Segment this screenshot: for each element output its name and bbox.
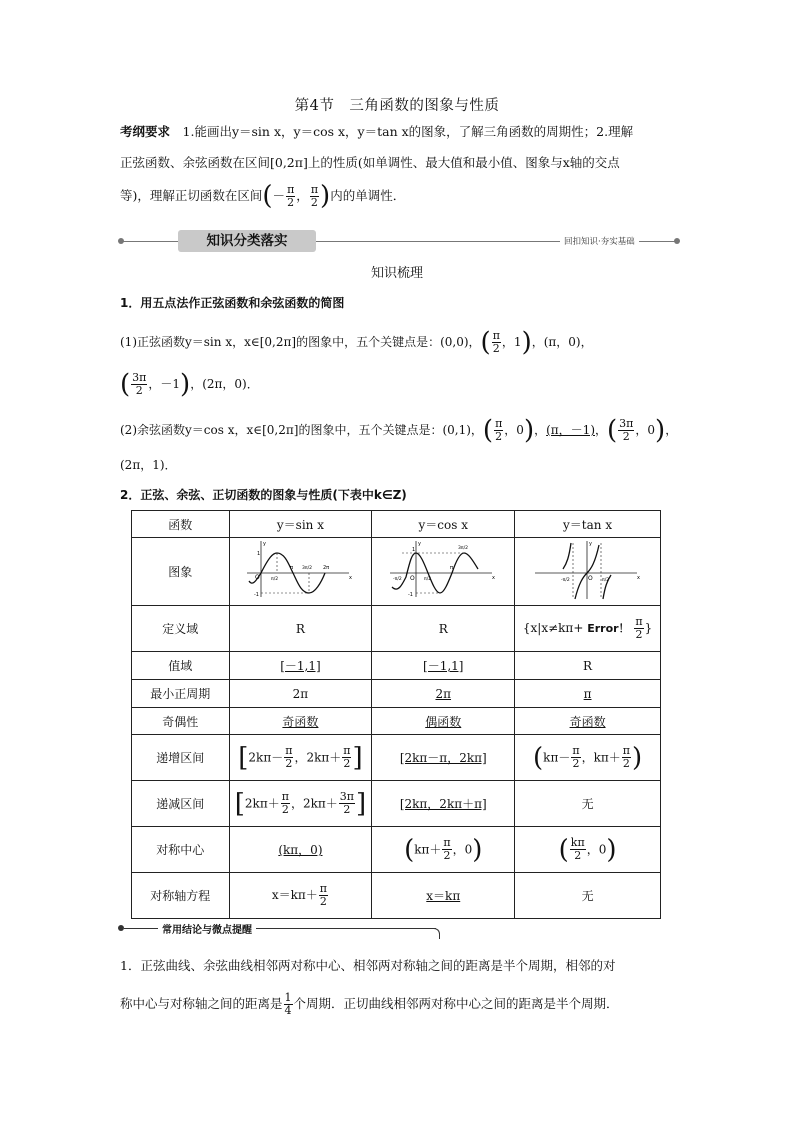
cell: [2kπ－π，2kπ] bbox=[372, 735, 515, 781]
cell: {x|x≠kπ+ Error！ $\frac{\pi}{2}$ } bbox=[515, 606, 661, 652]
fraction-quarter: $\frac{1}{4}$ bbox=[284, 991, 292, 1017]
cell: x＝kπ bbox=[372, 873, 515, 919]
cell: R bbox=[372, 606, 515, 652]
banner-subtitle: 回扣知识·夯实基础 bbox=[560, 235, 639, 247]
tick-label: -π/2 bbox=[393, 577, 402, 582]
cell: 2π bbox=[229, 680, 372, 708]
tick-label: π bbox=[450, 565, 454, 571]
row-label: 奇偶性 bbox=[132, 708, 230, 735]
cell: (kπ－ $\frac{\pi}{2}$ ，kπ＋ $\frac{\pi}{2}$ ) bbox=[515, 735, 661, 781]
sine-key-points: (1)正弦函数y＝sin x，x∈[0,2π]的图象中，五个关键点是：(0,0)，( $\frac{\pi}{2}$ ，1)，(π，0)， bbox=[120, 327, 593, 358]
fraction: $\frac{\pi}{2}$ bbox=[635, 615, 643, 641]
paren-close: ) bbox=[320, 181, 331, 211]
fraction: $\frac{\pi}{2}$ bbox=[495, 417, 503, 443]
tangent-graph bbox=[533, 539, 643, 601]
tick-label: π/2 bbox=[271, 577, 279, 582]
heading-five-point: 1．用五点法作正弦函数和余弦函数的简图 bbox=[120, 296, 345, 310]
row-label: 对称中心 bbox=[132, 827, 230, 873]
tick-label: -1 bbox=[408, 592, 414, 598]
cosine-key-points-cont: (2π，1)． bbox=[120, 458, 177, 472]
paren-open: ( bbox=[262, 181, 273, 211]
comma: ， bbox=[296, 188, 309, 203]
cell: (kπ＋ $\frac{\pi}{2}$ ，0) bbox=[372, 827, 515, 873]
fraction: $\frac{3\pi}{2}$ bbox=[132, 371, 147, 397]
table-row bbox=[132, 680, 661, 708]
table-row bbox=[132, 606, 661, 652]
tangent-graph-cell bbox=[515, 538, 661, 606]
table-row bbox=[132, 827, 661, 873]
properties-table bbox=[131, 510, 661, 919]
header-cell: y＝cos x bbox=[372, 511, 515, 538]
cosine-graph-cell bbox=[372, 538, 515, 606]
axis-label: y bbox=[588, 541, 592, 547]
tick-label: π/2 bbox=[424, 577, 432, 582]
tick-label: -π/2 bbox=[560, 578, 570, 583]
fraction: $\frac{\pi}{2}$ bbox=[492, 329, 500, 355]
row-label: 最小正周期 bbox=[132, 680, 230, 708]
header-cell: y＝tan x bbox=[515, 511, 661, 538]
header-cell: y＝sin x bbox=[229, 511, 372, 538]
tangent-curve-branch bbox=[563, 543, 571, 569]
fraction-pi-over-2: $\frac{\pi}{2}$ bbox=[287, 183, 295, 209]
fraction: $\frac{3\pi}{2}$ bbox=[619, 417, 634, 443]
cell: [－1,1] bbox=[372, 652, 515, 680]
cell: π bbox=[515, 680, 661, 708]
origin-label: O bbox=[587, 575, 593, 582]
axis-label: x bbox=[349, 575, 353, 581]
row-label: 图象 bbox=[132, 538, 230, 606]
requirements-text-1: 1.能画出y＝sin x，y＝cos x，y＝tan x的图象，了解三角函数的周期性；2.理解 bbox=[182, 124, 634, 139]
axis-label: x bbox=[492, 575, 496, 581]
tick-label: 3π/2 bbox=[458, 546, 469, 551]
header-cell: 函数 bbox=[132, 511, 230, 538]
requirements-label: 考纲要求 bbox=[120, 124, 171, 139]
tick-label: -1 bbox=[254, 592, 260, 598]
cell: (kπ，0) bbox=[229, 827, 372, 873]
table-row bbox=[132, 735, 661, 781]
cosine-key-points: (2)余弦函数y＝cos x，x∈[0,2π]的图象中，五个关键点是：(0,1)，( $\frac{\pi}{2}$ ，0)，(π，－1)，( $\frac{3\pi}{2}$ ，0)， bbox=[120, 415, 678, 446]
requirements-text-3b: 内的单调性． bbox=[330, 188, 406, 203]
cell: [－1,1] bbox=[229, 652, 372, 680]
cell: 奇函数 bbox=[515, 708, 661, 735]
cell: 2π bbox=[372, 680, 515, 708]
row-label: 值域 bbox=[132, 652, 230, 680]
knowledge-title: 知识梳理 bbox=[370, 266, 423, 281]
row-label: 定义域 bbox=[132, 606, 230, 652]
section-title: 第4节 三角函数的图象与性质 bbox=[294, 98, 500, 114]
cell: [2kπ＋ $\frac{\pi}{2}$ ，2kπ＋ $\frac{3\pi}{2}$ ] bbox=[229, 781, 372, 827]
sine-graph bbox=[245, 539, 355, 601]
row-label: 递减区间 bbox=[132, 781, 230, 827]
requirements-line-1 bbox=[120, 116, 676, 147]
tips-line-1: 1．正弦曲线、余弦曲线相邻两对称中心、相邻两对称轴之间的距离是半个周期，相邻的对 bbox=[120, 958, 616, 973]
axis-label: y bbox=[263, 541, 267, 547]
origin-label: O bbox=[255, 574, 261, 581]
cell: ( $\frac{k\pi}{2}$ ，0) bbox=[515, 827, 661, 873]
table-row bbox=[132, 873, 661, 919]
tick-label: 1 bbox=[412, 547, 416, 553]
cell: R bbox=[229, 606, 372, 652]
cell: 偶函数 bbox=[372, 708, 515, 735]
requirements-line-2: 正弦函数、余弦函数在区间[0,2π]上的性质(如单调性、最大值和最小值、图象与x轴的交点 bbox=[120, 155, 620, 170]
axis-label: x bbox=[636, 575, 640, 581]
requirements-line-3 bbox=[120, 180, 676, 212]
tick-label: π/2 bbox=[601, 578, 609, 583]
cell: R bbox=[515, 652, 661, 680]
sine-graph-cell bbox=[229, 538, 372, 606]
axis-label: y bbox=[418, 541, 422, 547]
heading-properties: 2．正弦、余弦、正切函数的图象与性质(下表中k∈Z) bbox=[120, 488, 407, 502]
cell: [2kπ－ $\frac{\pi}{2}$ ，2kπ＋ $\frac{\pi}{2}$ ] bbox=[229, 735, 372, 781]
origin-label: O bbox=[410, 575, 415, 582]
tick-label: π bbox=[290, 565, 294, 571]
tips-title: 常用结论与微点提醒 bbox=[158, 921, 256, 936]
table-row bbox=[132, 781, 661, 827]
tips-line-end bbox=[431, 928, 440, 939]
tick-label: 2π bbox=[323, 565, 330, 571]
table-row bbox=[132, 538, 661, 606]
cosine-graph bbox=[388, 539, 498, 601]
cell: x＝kπ＋ $\frac{\pi}{2}$ bbox=[229, 873, 372, 919]
requirements-text-3a: 等)，理解正切函数在区间 bbox=[120, 188, 263, 203]
minus-sign: － bbox=[272, 188, 286, 203]
table-header-row bbox=[132, 511, 661, 538]
table-row bbox=[132, 708, 661, 735]
cell: [2kπ，2kπ＋π] bbox=[372, 781, 515, 827]
tips-line-2: 称中心与对称轴之间的距离是 $\frac{1}{4}$ 个周期．正切曲线相邻两对称中心之间的距离是半个周期． bbox=[120, 991, 619, 1017]
row-label: 对称轴方程 bbox=[132, 873, 230, 919]
fraction-pi-over-2: $\frac{\pi}{2}$ bbox=[310, 183, 319, 209]
cell: 奇函数 bbox=[229, 708, 372, 735]
sine-key-points-cont: ( $\frac{3\pi}{2}$ ，－1)，(2π，0)． bbox=[120, 369, 259, 400]
tick-label: 1 bbox=[257, 551, 261, 557]
banner-dot-left bbox=[118, 238, 124, 244]
table-row bbox=[132, 652, 661, 680]
cell: 无 bbox=[515, 781, 661, 827]
banner-dot-right bbox=[674, 238, 680, 244]
row-label: 递增区间 bbox=[132, 735, 230, 781]
banner-title: 知识分类落实 bbox=[178, 230, 316, 252]
cell: 无 bbox=[515, 873, 661, 919]
tick-label: 3π/2 bbox=[302, 566, 313, 571]
